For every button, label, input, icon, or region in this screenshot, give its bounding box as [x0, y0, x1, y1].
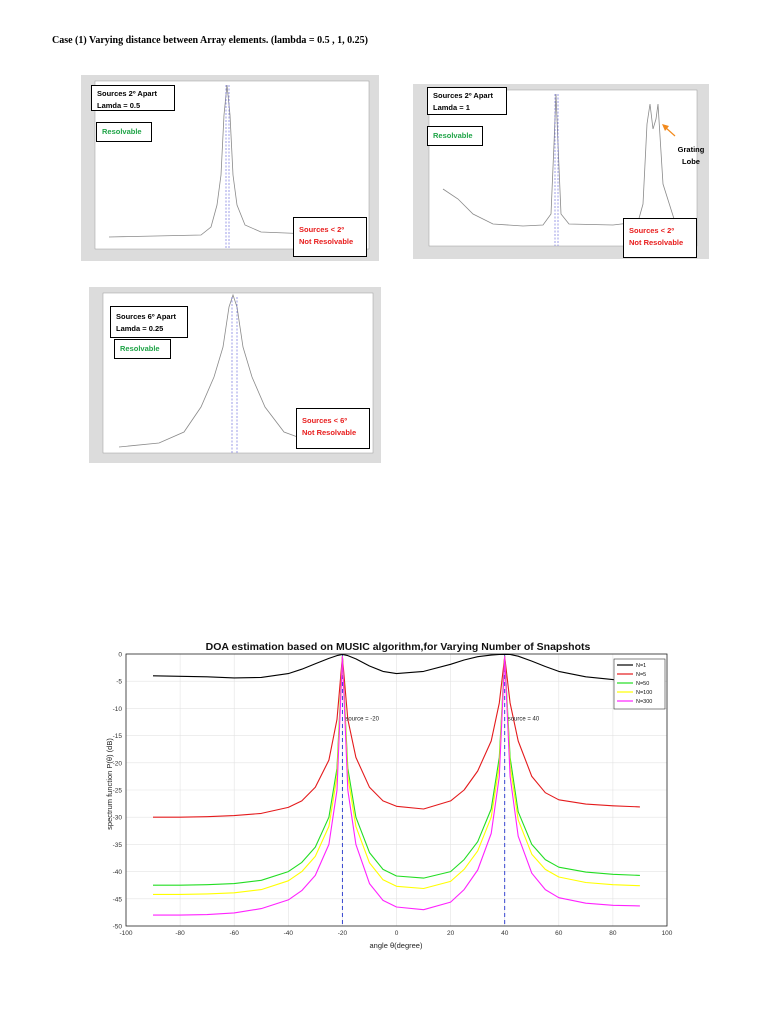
- music-spectrum-panel-lambda-1: [413, 84, 709, 259]
- y-tick-label: -45: [112, 896, 122, 904]
- chart-title: DOA estimation based on MUSIC algorithm,for Varying Number of Snapshots: [205, 641, 591, 653]
- not-resolvable-condition: Sources < 2º: [629, 226, 675, 235]
- y-tick-label: -30: [112, 814, 122, 822]
- source-spacing-box: [91, 85, 175, 111]
- legend-entry: N=50: [636, 681, 650, 688]
- page-title: Case (1) Varying distance between Array elements. (lambda = 0.5 , 1, 0.25): [52, 35, 368, 46]
- y-tick-label: -50: [112, 923, 122, 931]
- y-tick-label: -10: [112, 705, 122, 713]
- grating-lobe-label-line2: Lobe: [682, 157, 700, 166]
- x-tick-label: -80: [175, 930, 185, 937]
- music-spectrum-panel-lambda-0.25: [89, 287, 381, 463]
- x-tick-label: -40: [283, 930, 294, 937]
- not-resolvable-label: Not Resolvable: [299, 237, 354, 246]
- x-axis-ticks: [119, 930, 672, 937]
- x-tick-label: -60: [229, 930, 239, 937]
- x-tick-label: 100: [661, 930, 673, 937]
- source-spacing-box: [110, 306, 188, 338]
- music-spectrum-panel-lambda-0.5: [81, 75, 379, 261]
- y-tick-label: -35: [112, 841, 122, 849]
- source-spacing-label: Sources 2º Apart: [433, 91, 493, 100]
- x-axis-label: angle θ(degree): [369, 941, 423, 950]
- x-tick-label: 20: [446, 930, 455, 937]
- source-spacing-label: Sources 6º Apart: [116, 312, 176, 321]
- not-resolvable-box: [296, 408, 370, 449]
- y-tick-label: 0: [118, 651, 122, 659]
- not-resolvable-condition: Sources < 2º: [299, 225, 345, 234]
- grating-lobe-note: [674, 144, 708, 168]
- y-axis-label: spectrum function P(θ) (dB): [105, 738, 114, 830]
- source-spacing-label: Sources 2º Apart: [97, 89, 157, 98]
- source-annotation: source = -20: [345, 716, 379, 723]
- y-tick-label: -25: [112, 787, 122, 795]
- not-resolvable-label: Not Resolvable: [302, 428, 357, 437]
- source-spacing-box: [427, 87, 507, 115]
- source-annotation: source = 40: [507, 716, 540, 723]
- grating-lobe-label-line1: Grating: [677, 145, 705, 154]
- legend-entry: N=100: [636, 690, 653, 697]
- resolvable-box: Resolvable: [96, 122, 152, 142]
- y-tick-label: -15: [112, 733, 122, 741]
- resolvable-box: Resolvable: [427, 126, 483, 146]
- x-tick-label: -100: [119, 930, 133, 937]
- lambda-label: Lamda = 0.5: [97, 101, 141, 110]
- legend-entry: N=300: [636, 699, 653, 706]
- y-tick-label: -5: [116, 678, 122, 686]
- lambda-label: Lamda = 0.25: [116, 324, 164, 333]
- music-snapshots-chart: [98, 634, 678, 959]
- legend-entry: N=1: [636, 663, 647, 670]
- legend: [614, 659, 665, 709]
- x-tick-label: 0: [394, 930, 399, 937]
- lambda-label: Lamda = 1: [433, 103, 470, 112]
- y-tick-label: -20: [112, 760, 122, 768]
- legend-entry: N=5: [636, 672, 647, 679]
- resolvable-box: Resolvable: [114, 339, 171, 359]
- x-tick-label: 80: [609, 930, 617, 937]
- source-annotations: [345, 716, 539, 722]
- x-tick-label: 40: [501, 930, 509, 937]
- not-resolvable-box: [293, 217, 367, 257]
- y-axis-ticks: [113, 652, 123, 931]
- x-tick-label: -20: [337, 930, 348, 937]
- y-tick-label: -40: [112, 869, 122, 877]
- x-tick-label: 60: [555, 930, 563, 937]
- not-resolvable-label: Not Resolvable: [629, 238, 684, 247]
- not-resolvable-box: [623, 218, 697, 258]
- not-resolvable-condition: Sources < 6º: [302, 416, 348, 425]
